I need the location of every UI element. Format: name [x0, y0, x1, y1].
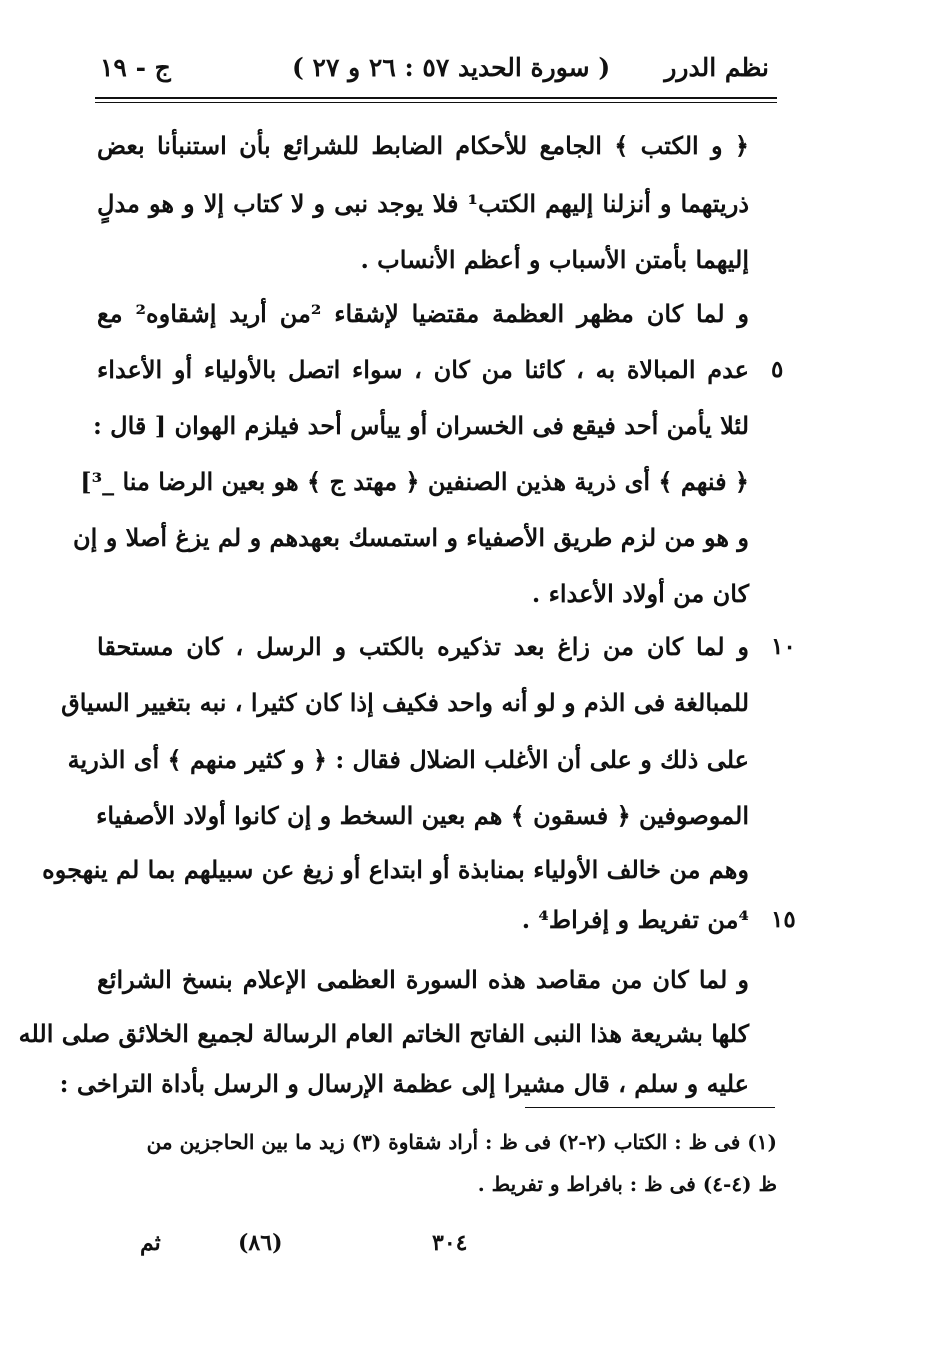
footnote-rule: [525, 1107, 775, 1108]
footnote-line: ظ (٤-٤) فى ظ : بافراط و تفريط .: [477, 1172, 777, 1196]
text-line: ذريتهما و أنزلنا إليهم الكتب¹ فلا يوجد نبى و لا كتاب إلا و هو مدلٍ: [97, 189, 749, 218]
text-line: ⁴من تفريط و إفراط⁴ .: [521, 905, 749, 934]
running-header-surah-reference: ( سورة الحديد ٥٧ : ٢٦ و ٢٧ ): [292, 53, 611, 82]
line-number: ٥: [771, 356, 784, 383]
line-number: ١٥: [771, 906, 796, 933]
text-line: وهم من خالف الأولياء بمنابذة أو ابتداع أو زيغ عن سبيلهم بما لم ينهجوه: [42, 855, 749, 884]
original-page-number: (٨٦): [238, 1230, 283, 1256]
text-line: ﴿ فنهم ﴾ أى ذرية هذين الصنفين ﴿ مهتد ج ﴾ هو بعين الرضا منا _³]: [80, 467, 749, 496]
text-line: و هو من لزم طريق الأصفياء و استمسك بعهدهم و لم يزغ أصلا و إن: [73, 523, 749, 552]
text-line: الموصوفين ﴿ فسقون ﴾ هم بعين السخط و إن كانوا أولاد الأصفياء: [96, 801, 749, 830]
text-line: عليه و سلم ، قال مشيرا إلى عظمة الإرسال و الرسل بأداة التراخى :: [59, 1069, 749, 1098]
text-line: و لما كان مظهر العظمة مقتضيا لإشقاء ²من أريد إشقاوه² مع: [97, 299, 750, 328]
header-rule: [95, 97, 777, 99]
running-header-volume: ج - ١٩: [100, 53, 171, 82]
text-line: كان من أولاد الأعداء .: [531, 579, 749, 608]
header-rule-thin: [95, 102, 777, 103]
text-line: للمبالغة فى الذم و لو أنه واحد فكيف إذا كان كثيرا ، نبه بتغيير السياق: [61, 688, 749, 717]
page-number: ٣٠٤: [432, 1230, 468, 1256]
footnote-line: (١) فى ظ : الكتاب (٢-٢) فى ظ : أراد شقاوة (٣) زيد ما بين الحاجزين من: [146, 1130, 777, 1154]
text-line: على ذلك و على أن الأغلب الضلال فقال : ﴿ و كثير منهم ﴾ أى الذرية: [67, 745, 749, 774]
text-line: لئلا يأمن أحد فيقع فى الخسران أو ييأس أحد فيلزم الهوان [ قال :: [92, 411, 749, 440]
text-line: كلها بشريعة هذا النبى الفاتح الخاتم العام الرسالة لجميع الخلائق صلى الله: [18, 1019, 749, 1048]
text-line: و لما كان من مقاصد هذه السورة العظمى الإعلام بنسخ الشرائع: [97, 965, 749, 994]
running-header-book-title: نظم الدرر: [664, 53, 769, 82]
line-number: ١٠: [771, 633, 796, 660]
text-line: إليهما بأمتن الأسباب و أعظم الأنساب .: [360, 245, 749, 274]
catchword: ثم: [140, 1230, 161, 1256]
text-line: عدم المبالاة به ، كائنا من كان ، سواء اتصل بالأولياء أو الأعداء: [97, 355, 749, 384]
text-line: ﴿ و الكتب ﴾ الجامع للأحكام الضابط للشرائع بأن استنبأنا بعض: [97, 131, 749, 160]
text-line: و لما كان من زاغ بعد تذكيره بالكتب و الرسل ، كان مستحقا: [97, 632, 749, 661]
